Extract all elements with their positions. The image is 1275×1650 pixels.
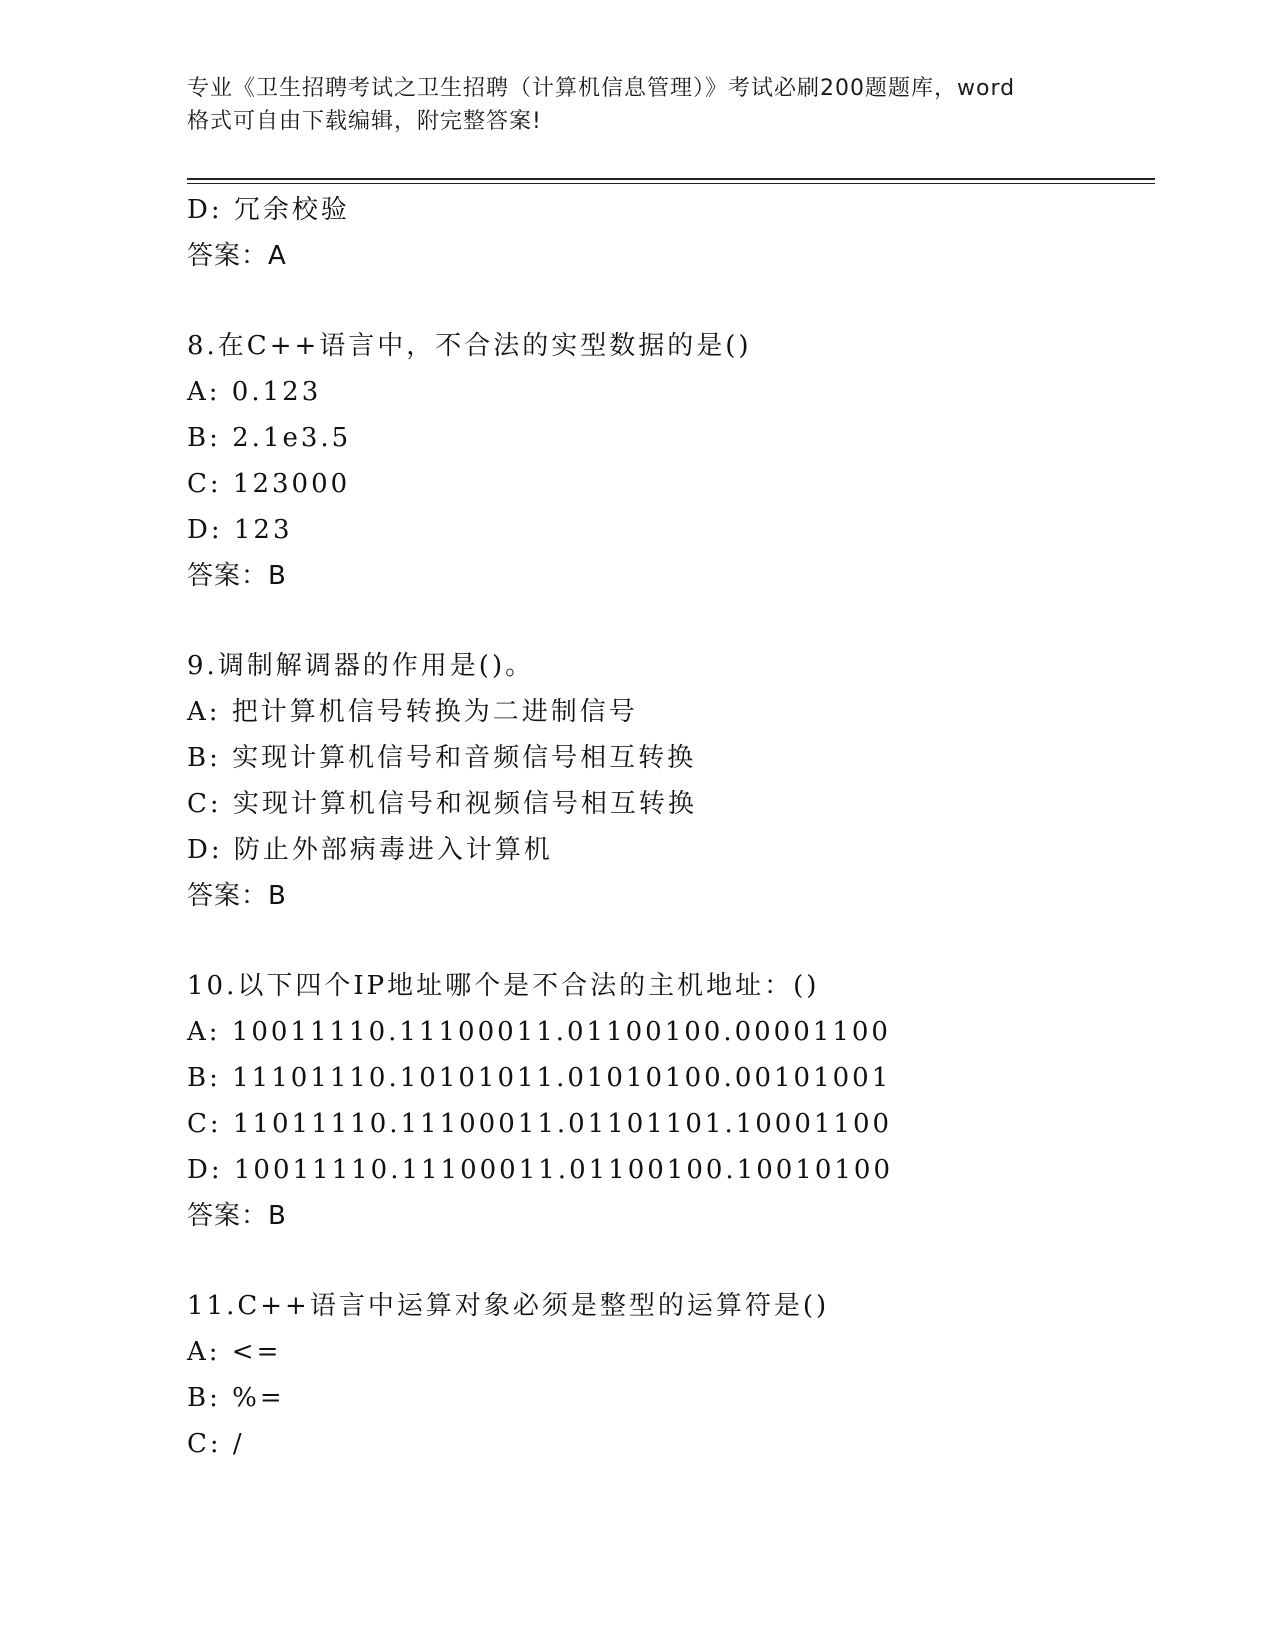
option-a: A: 0.123 bbox=[187, 377, 322, 407]
spacer bbox=[187, 279, 1147, 323]
option-b: B: %= bbox=[187, 1383, 285, 1413]
answer: 答案：B bbox=[187, 881, 287, 911]
header-line-1: 专业《卫生招聘考试之卫生招聘（计算机信息管理）》考试必刷200题题库，word bbox=[187, 76, 1016, 101]
document-header bbox=[187, 72, 1087, 138]
option-b: B: 实现计算机信号和音频信号相互转换 bbox=[187, 743, 697, 773]
question-11 bbox=[187, 1283, 1147, 1467]
header-line-2: 格式可自由下载编辑，附完整答案! bbox=[187, 109, 542, 134]
answer: 答案：B bbox=[187, 1201, 287, 1231]
question-stem: 9.调制解调器的作用是()。 bbox=[187, 651, 535, 681]
option-d: D: 10011110.11100011.01100100.10010100 bbox=[187, 1155, 894, 1185]
spacer bbox=[187, 599, 1147, 643]
question-stem: 8.在C++语言中，不合法的实型数据的是() bbox=[187, 331, 752, 361]
option-b: B: 2.1e3.5 bbox=[187, 423, 352, 453]
header-rule-thin bbox=[187, 183, 1155, 184]
option-b: B: 11101110.10101011.01010100.00101001 bbox=[187, 1063, 892, 1093]
prev-option-d: D: 冗余校验 bbox=[187, 195, 350, 225]
answer: 答案：B bbox=[187, 561, 287, 591]
question-list bbox=[187, 187, 1147, 1467]
header-rule-thick bbox=[187, 178, 1155, 180]
option-a: A: <= bbox=[187, 1337, 282, 1367]
spacer bbox=[187, 1239, 1147, 1283]
option-d: D: 防止外部病毒进入计算机 bbox=[187, 835, 553, 865]
prev-answer: 答案：A bbox=[187, 241, 287, 271]
option-c: C: 123000 bbox=[187, 469, 351, 499]
option-a: A: 把计算机信号转换为二进制信号 bbox=[187, 697, 638, 727]
question-10 bbox=[187, 963, 1147, 1239]
question-stem: 11.C++语言中运算对象必须是整型的运算符是() bbox=[187, 1291, 830, 1321]
option-d: D: 123 bbox=[187, 515, 293, 545]
question-stem: 10.以下四个IP地址哪个是不合法的主机地址：() bbox=[187, 971, 820, 1001]
option-a: A: 10011110.11100011.01100100.00001100 bbox=[187, 1017, 891, 1047]
option-c: C: / bbox=[187, 1429, 245, 1459]
option-c: C: 11011110.11100011.01101101.10001100 bbox=[187, 1109, 893, 1139]
question-9 bbox=[187, 643, 1147, 919]
spacer bbox=[187, 919, 1147, 963]
question-8 bbox=[187, 323, 1147, 599]
option-c: C: 实现计算机信号和视频信号相互转换 bbox=[187, 789, 697, 819]
